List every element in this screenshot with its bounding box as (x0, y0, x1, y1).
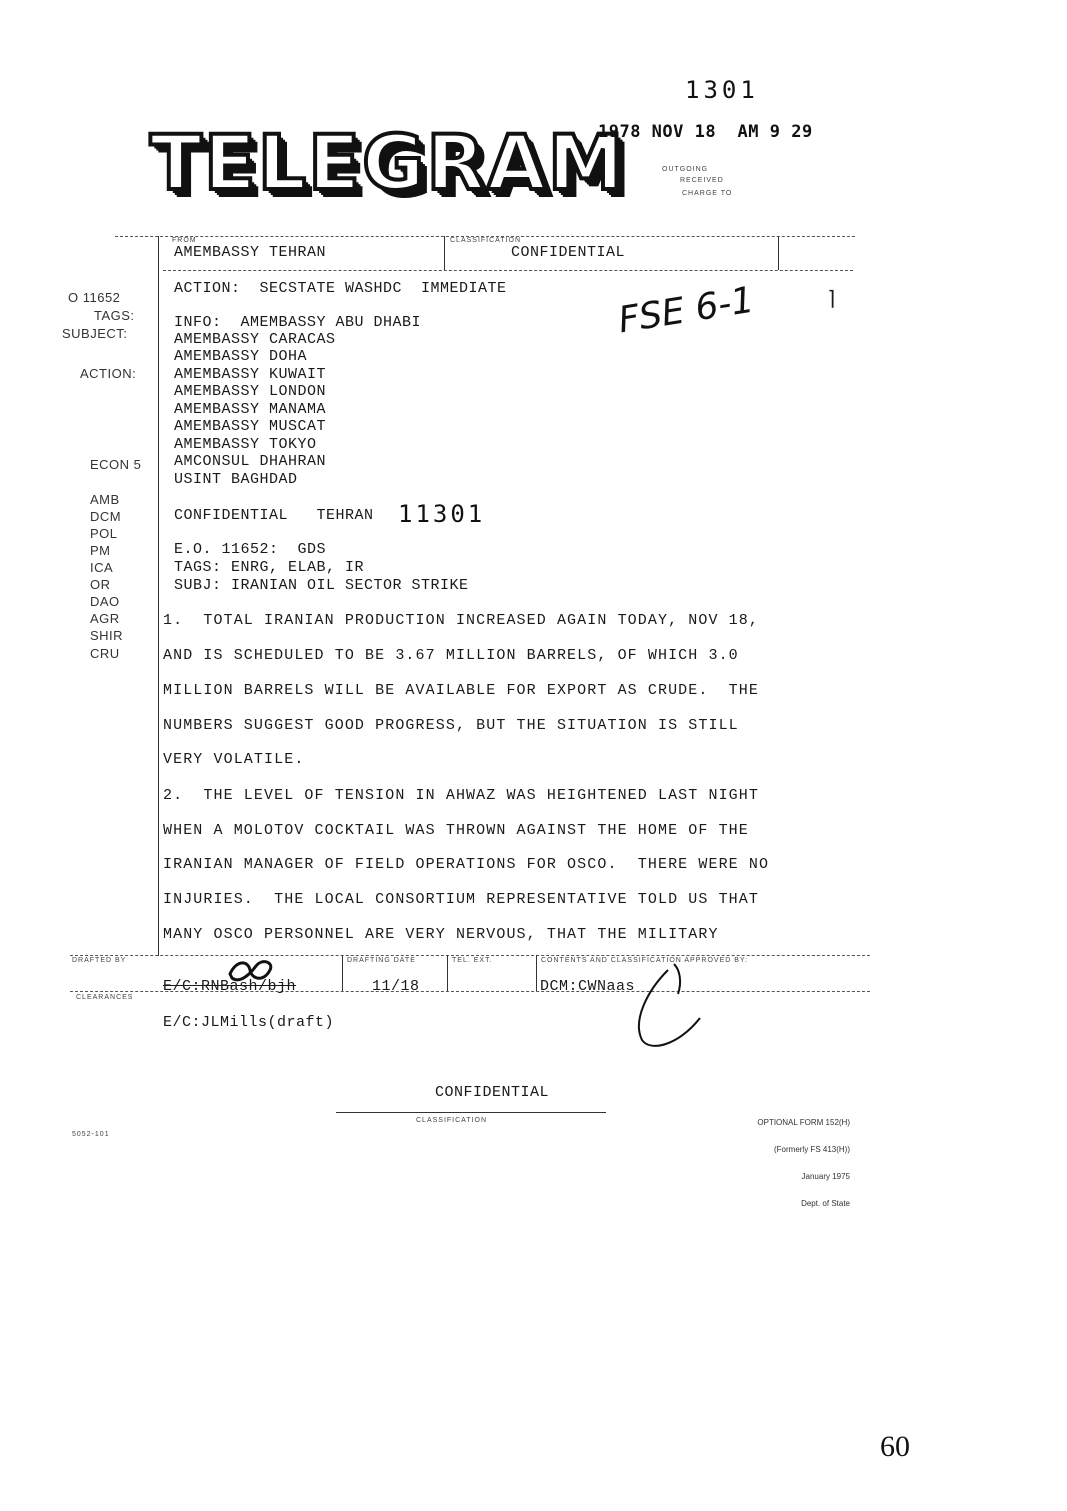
page-number: 60 (880, 1430, 910, 1463)
from-label: FROM (172, 237, 197, 244)
drafting-date-label: DRAFTING DATE (347, 957, 416, 964)
side-label-subject: SUBJECT: (62, 326, 128, 341)
classification-field: CONFIDENTIAL (511, 244, 626, 261)
eo-line: E.O. 11652: GDS (174, 541, 327, 558)
info-line: AMEMBASSY MUSCAT (174, 418, 327, 435)
distribution-item: CRU (90, 646, 120, 661)
distribution-item: POL (90, 526, 118, 541)
from-field: AMEMBASSY TEHRAN (174, 244, 327, 261)
info-line: USINT BAGHDAD (174, 471, 298, 488)
footer-classification-rule (336, 1112, 606, 1113)
reference-line: CONFIDENTIAL TEHRAN (174, 507, 374, 524)
classification-label: CLASSIFICATION (450, 237, 522, 244)
from-under-rule (163, 270, 853, 271)
side-label-eo: O 11652 (68, 290, 121, 305)
body-line: INJURIES. THE LOCAL CONSORTIUM REPRESENTATIVE TOLD US THAT (163, 891, 759, 908)
form-caption (700, 1100, 850, 1217)
drafting-date-field: 11/18 (372, 978, 420, 995)
form-line: Dept. of State (801, 1199, 850, 1208)
side-label-action: ACTION: (80, 366, 137, 381)
form-code: 5052-101 (72, 1131, 110, 1138)
subject-line: SUBJ: IRANIAN OIL SECTOR STRIKE (174, 577, 469, 594)
tel-ext-label: TEL. EXT. (452, 957, 493, 964)
approver-field: DCM:CWNaas (540, 978, 636, 995)
approval-signature (628, 960, 718, 1055)
body-line: WHEN A MOLOTOV COCKTAIL WAS THROWN AGAINST THE HOME OF THE (163, 822, 749, 839)
info-line: AMCONSUL DHAHRAN (174, 453, 327, 470)
distribution-item: ICA (90, 560, 114, 575)
handwritten-note: FSE 6-1 (615, 279, 757, 342)
distribution-item: AGR (90, 611, 120, 626)
distribution-item: DAO (90, 594, 120, 609)
distribution-item: OR (90, 577, 111, 592)
body-line: 1. TOTAL IRANIAN PRODUCTION INCREASED AGAIN TODAY, NOV 18, (163, 612, 759, 629)
form-line: (Formerly FS 413(H)) (773, 1145, 850, 1154)
footer-classification-caption: CLASSIFICATION (416, 1117, 488, 1124)
stamp-small-1: OUTGOING (662, 166, 709, 173)
telegram-logo: TELEGRAM (150, 118, 626, 207)
footer-divider-2 (447, 955, 448, 991)
footer-divider-3 (536, 955, 537, 991)
info-line: AMEMBASSY CARACAS (174, 331, 336, 348)
body-line: MILLION BARRELS WILL BE AVAILABLE FOR EXPORT AS CRUDE. THE (163, 682, 759, 699)
info-line: AMEMBASSY MANAMA (174, 401, 327, 418)
distribution-item: DCM (90, 509, 122, 524)
clearance-field: E/C:JLMills(draft) (163, 1014, 335, 1031)
drafted-by-label: DRAFTED BY (72, 957, 127, 964)
form-line: January 1975 (801, 1172, 850, 1181)
classification-divider (444, 236, 445, 270)
stamp-small-3: CHARGE TO (682, 190, 733, 197)
body-line: IRANIAN MANAGER OF FIELD OPERATIONS FOR OSCO. THERE WERE NO (163, 856, 770, 873)
left-margin-line (158, 236, 159, 956)
margin-bracket-mark: ⌉ (826, 289, 839, 312)
right-box-line (778, 236, 779, 270)
body-line: 2. THE LEVEL OF TENSION IN AHWAZ WAS HEIGHTENED LAST NIGHT (163, 787, 759, 804)
drafter-field: E/C:RNBash/bjh (163, 978, 297, 995)
tags-line: TAGS: ENRG, ELAB, IR (174, 559, 365, 576)
distribution-item: SHIR (90, 628, 124, 643)
stamp-small-2: RECEIVED (680, 177, 724, 184)
body-line: VERY VOLATILE. (163, 751, 305, 768)
distribution-item: AMB (90, 492, 120, 507)
info-line: INFO: AMEMBASSY ABU DHABI (174, 314, 422, 331)
form-line: OPTIONAL FORM 152(H) (757, 1118, 850, 1127)
side-label-tags: TAGS: (94, 308, 135, 323)
body-line: NUMBERS SUGGEST GOOD PROGRESS, BUT THE SITUATION IS STILL (163, 717, 739, 734)
info-line: AMEMBASSY LONDON (174, 383, 327, 400)
timestamp-stamp: 1978 NOV 18 AM 9 29 (598, 122, 813, 142)
info-line: AMEMBASSY KUWAIT (174, 366, 327, 383)
distribution-item: PM (90, 543, 111, 558)
footer-divider-1 (342, 955, 343, 991)
footer-classification: CONFIDENTIAL (435, 1084, 550, 1101)
body-line: MANY OSCO PERSONNEL ARE VERY NERVOUS, THAT THE MILITARY (163, 926, 719, 943)
info-line: AMEMBASSY TOKYO (174, 436, 317, 453)
info-line: AMEMBASSY DOHA (174, 348, 308, 365)
clearances-label: CLEARANCES (76, 994, 134, 1001)
reference-number: 11301 (398, 500, 486, 528)
footer-top-rule (70, 955, 870, 956)
approved-by-label: CONTENTS AND CLASSIFICATION APPROVED BY: (541, 957, 749, 964)
side-label-econ: ECON 5 (90, 457, 142, 472)
body-line: AND IS SCHEDULED TO BE 3.67 MILLION BARRELS, OF WHICH 3.0 (163, 647, 739, 664)
action-line: ACTION: SECSTATE WASHDC IMMEDIATE (174, 280, 507, 297)
document-number: 1301 (685, 76, 759, 104)
